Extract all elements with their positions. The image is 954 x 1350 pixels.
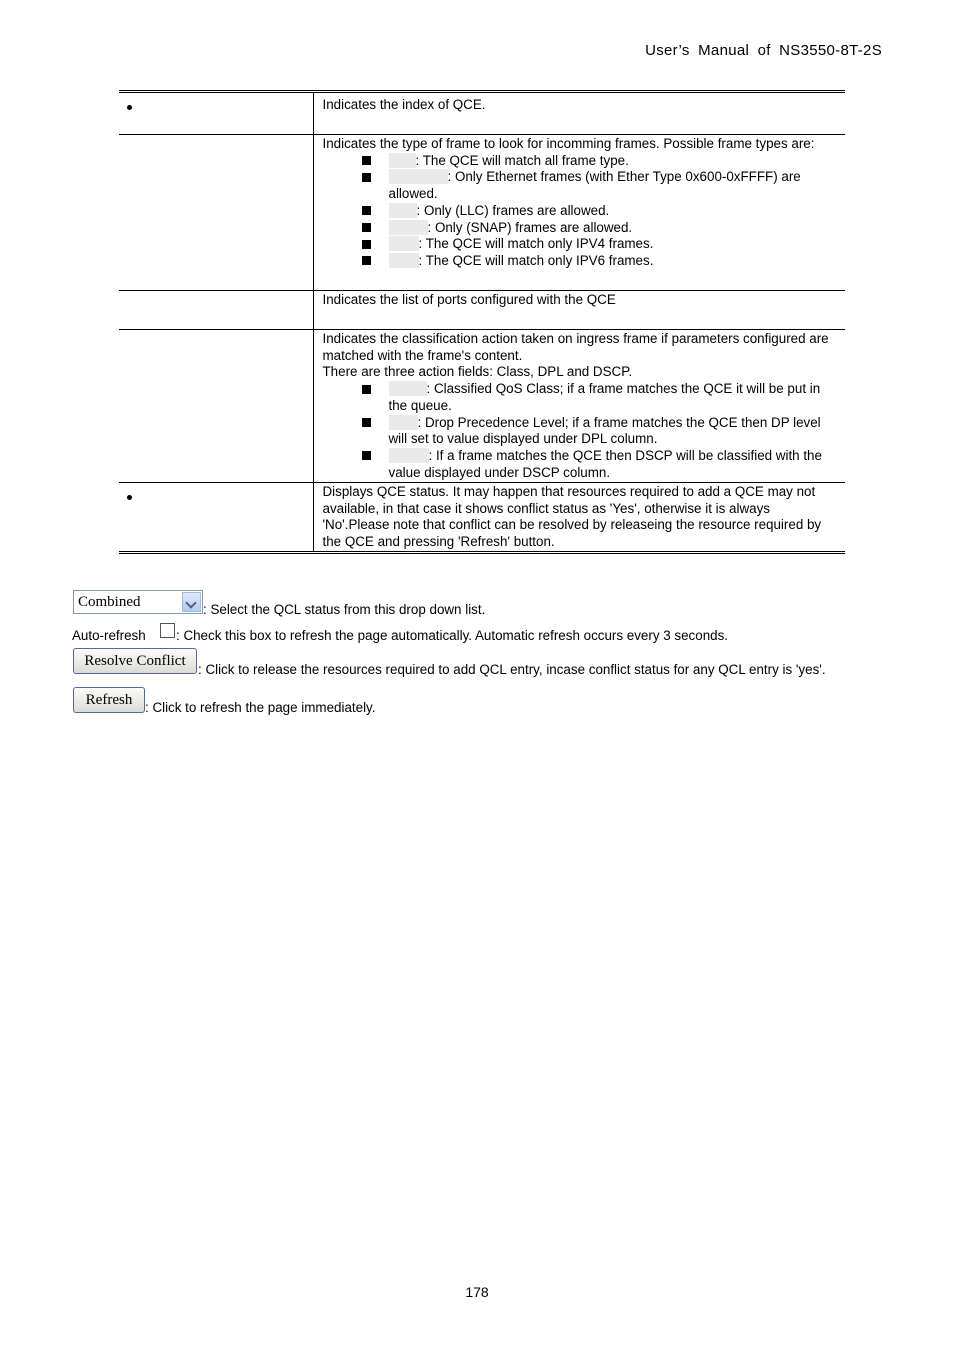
action-cell: [313, 330, 845, 483]
auto-refresh-checkbox[interactable]: [160, 623, 175, 638]
conflict-desc: Displays QCE status. It may happen that resources required to add a QCE may not available, in that case it shows conflict status as 'Yes', otherwise it is always 'No'.Please note that conflict can be resolved by releaseing the resource required by the QCE and pressing 'Refresh' button.: [313, 483, 845, 553]
list-item: : Classified QoS Class; if a frame matches the QCE it will be put in the queue.: [389, 381, 840, 414]
table-row: [119, 135, 845, 291]
port-desc: Indicates the list of ports configured with the QCE: [313, 291, 845, 330]
page-number: 178: [465, 1284, 489, 1300]
row-bullet-cell: [119, 483, 313, 553]
refresh-button[interactable]: Refresh: [73, 687, 145, 713]
list-item: : Only (LLC) frames are allowed.: [389, 203, 840, 220]
index-desc: Indicates the index of QCE.: [322, 97, 486, 112]
combo-value: Combined: [78, 594, 141, 610]
combo-desc: : Select the QCL status from this drop down list.: [203, 602, 486, 617]
auto-refresh-label: Auto-refresh: [72, 628, 146, 643]
action-intro-2: There are three action fields: Class, DPL and DSCP.: [322, 364, 633, 380]
table-row: [119, 330, 845, 483]
list-item: : The QCE will match only IPV4 frames.: [389, 236, 840, 253]
qcl-status-select[interactable]: [73, 590, 203, 614]
table-row: [119, 483, 845, 553]
list-item: : The QCE will match all frame type.: [389, 153, 840, 170]
list-item: : The QCE will match only IPV6 frames.: [389, 253, 840, 270]
bullet-icon: [127, 105, 132, 110]
frame-type-cell: [313, 135, 845, 291]
refresh-desc: : Click to refresh the page immediately.: [145, 700, 376, 715]
action-intro: Indicates the classification action taken on ingress frame if parameters configured are matched with the frame's content.: [322, 331, 829, 363]
chevron-down-icon[interactable]: [182, 592, 201, 612]
resolve-desc: : Click to release the resources required to add QCL entry, incase conflict status for any QCL entry is 'yes'.: [198, 662, 826, 677]
list-item: : Drop Precedence Level; if a frame matches the QCE then DP level will set to value displayed under DPL column.: [389, 415, 840, 448]
row-key-cell: [119, 135, 313, 291]
row-key-cell: [119, 291, 313, 330]
list-item: : Only (SNAP) frames are allowed.: [389, 220, 840, 237]
table-row: [119, 291, 845, 330]
list-item: : If a frame matches the QCE then DSCP will be classified with the value displayed under DSCP column.: [389, 448, 840, 481]
frame-type-list: [323, 153, 840, 270]
resolve-conflict-button[interactable]: Resolve Conflict: [73, 648, 197, 674]
frame-intro: Indicates the type of frame to look for incomming frames. Possible frame types are:: [322, 136, 815, 151]
action-list: [323, 381, 840, 481]
header-title: User’s Manual of NS3550-8T-2S: [645, 42, 882, 59]
auto-refresh-desc: : Check this box to refresh the page automatically. Automatic refresh occurs every 3 seconds.: [176, 628, 729, 643]
table-row: [119, 92, 845, 135]
list-item: : Only Ethernet frames (with Ether Type 0x600-0xFFFF) are allowed.: [389, 169, 840, 202]
bullet-icon: [127, 495, 132, 500]
parameter-table: [119, 90, 845, 554]
row-bullet-cell: [119, 92, 313, 135]
row-key-cell: [119, 330, 313, 483]
